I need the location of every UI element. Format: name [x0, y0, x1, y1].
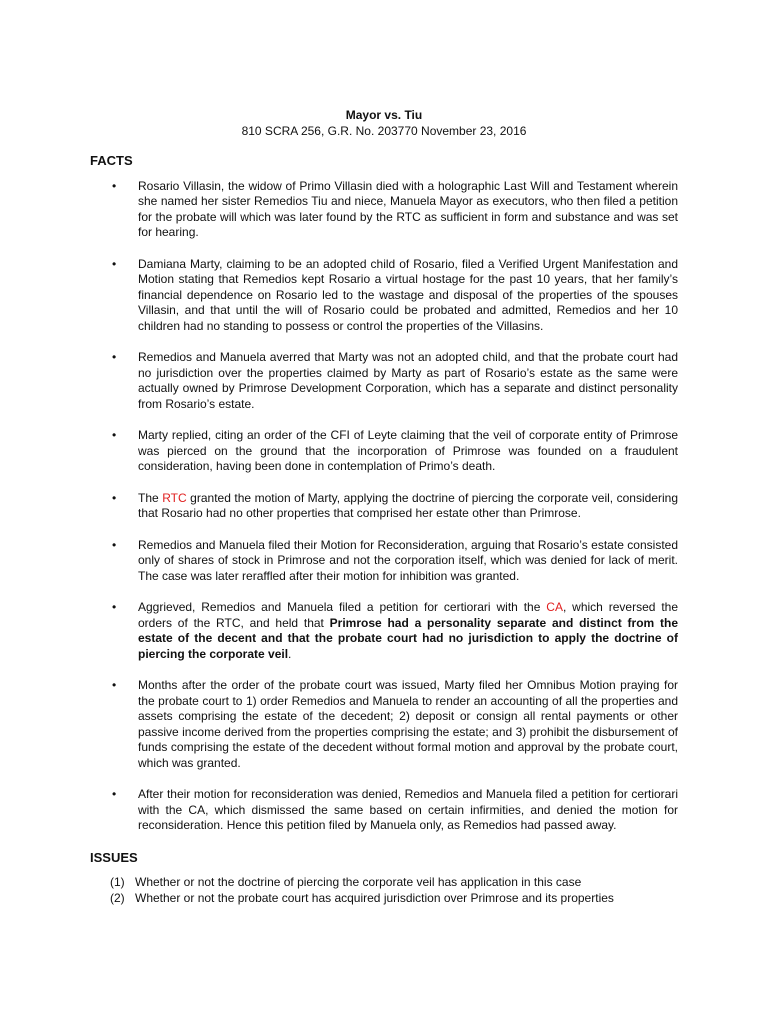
bullet-icon: •	[112, 178, 117, 193]
issue-number: (1)	[110, 875, 125, 889]
issues-heading: ISSUES	[90, 849, 138, 865]
case-citation: 810 SCRA 256, G.R. No. 203770 November 23, 2016	[241, 123, 527, 138]
fact-item-7: • Aggrieved, Remedios and Manuela filed a petition for certiorari with the CA, which reversed the orders of the RTC, and held that Primrose had a personality separate and distinct from the estate of the decent and that the probate court had no jurisdiction to apply the doctrine of piercing the corporate veil.	[112, 600, 678, 661]
issue-number: (2)	[110, 890, 125, 905]
rtc-highlight: RTC	[162, 490, 187, 505]
bullet-icon: •	[112, 787, 117, 801]
fact-item-3: • Remedios and Manuela averred that Marty was not an adopted child, and that the probate court had no jurisdiction over the properties claimed by Marty as part of Rosario’s estate as the same were actually owned by Primrose Development Corporation, which has a separate and distinct personality from Rosario’s estate.	[112, 350, 678, 411]
holding-bold-text: Primrose had a personality separate and distinct from the estate of the decent and that the probate court had no jurisdiction to apply the doctrine of piercing the corporate veil	[138, 615, 678, 661]
fact-item-2: • Damiana Marty, claiming to be an adopted child of Rosario, filed a Verified Urgent Manifestation and Motion stating that Remedios kept Rosario a virtual hostage for the past 10 years, that her family’s financial dependence on Rosario led to the wastage and disposal of the properties of the spouses Villasin, and that until the will of Rosario could be probated and admitted, Remedios and her 10 children had no standing to possess or control the properties of the Villasins.	[112, 256, 678, 333]
issues-list	[90, 875, 678, 906]
fact-item-1: • Rosario Villasin, the widow of Primo Villasin died with a holographic Last Will and Testament wherein she named her sister Remedios Tiu and niece, Manuela Mayor as executors, who then filed a petition for the probate will which was later found by the RTC as sufficient in form and substance and was set for hearing.	[112, 178, 678, 239]
fact-item-8: • Months after the order of the probate court was issued, Marty filed her Omnibus Motion praying for the probate court to 1) order Remedios and Manuela to render an accounting of all the properties and assets comprising the estate of the decedent; 2) deposit or consign all rental payments or other passive income derived from the properties comprising the estate; and 3) prohibit the disbursement of funds comprising the estate of the decedent without formal motion and approval by the probate court, which was granted.	[112, 678, 678, 770]
facts-list	[90, 179, 678, 834]
fact-item-5: • The RTC granted the motion of Marty, applying the doctrine of piercing the corporate veil, considering that Rosario had no other properties that comprised her estate other than Primrose.	[112, 490, 678, 520]
fact-item-4: • Marty replied, citing an order of the CFI of Leyte claiming that the veil of corporate entity of Primrose was pierced on the ground that the incorporation of Primrose was founded on a fraudulent consideration, having been done in contemplation of Primo’s death.	[112, 428, 678, 473]
ca-highlight: CA	[546, 600, 563, 614]
bullet-icon: •	[112, 256, 117, 271]
fact-item-9: • After their motion for reconsideration was denied, Remedios and Manuela filed a petition for certiorari with the CA, which dismissed the same based on certain infirmities, and denied the motion for reconsideration. Hence this petition filed by Manuela only, as Remedios had passed away.	[112, 787, 678, 832]
facts-heading: FACTS	[90, 153, 133, 168]
fact-item-6: • Remedios and Manuela filed their Motion for Reconsideration, arguing that Rosario’s estate consisted only of shares of stock in Primrose and not the corporation itself, which was denied for lack of merit. The case was later reraffled after their motion for inhibition was granted.	[112, 537, 678, 583]
bullet-icon: •	[112, 678, 117, 692]
issue-item-1: (1) Whether or not the doctrine of piercing the corporate veil has application in this case	[90, 875, 678, 891]
bullet-icon: •	[112, 428, 117, 442]
issue-item-2: (2) Whether or not the probate court has acquired jurisdiction over Primrose and its properties	[90, 891, 678, 907]
case-title: Mayor vs. Tiu	[345, 108, 423, 122]
bullet-icon: •	[112, 490, 117, 505]
bullet-icon: •	[112, 600, 117, 614]
bullet-icon: •	[112, 537, 117, 552]
bullet-icon: •	[112, 350, 117, 364]
